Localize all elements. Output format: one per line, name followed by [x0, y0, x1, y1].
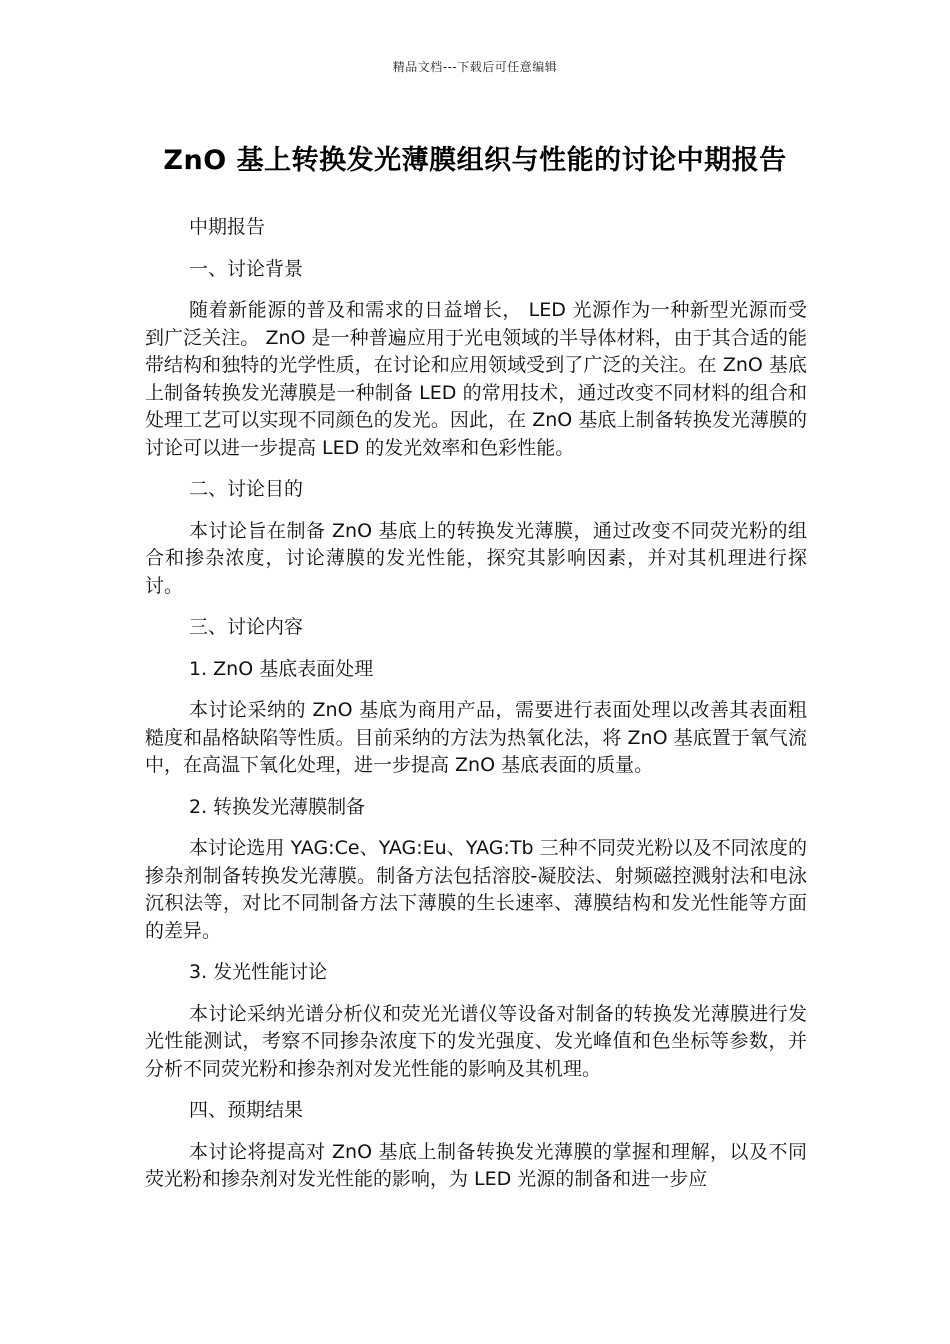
- subheading-film-preparation: 2. 转换发光薄膜制备: [189, 795, 366, 818]
- heading-content: 三、讨论内容: [189, 616, 304, 638]
- document-body: [145, 214, 807, 1208]
- subheading-surface-treatment: 1. ZnO 基底表面处理: [189, 657, 374, 680]
- heading-background: 一、讨论背景: [189, 257, 304, 280]
- document-title: ZnO 基上转换发光薄膜组织与性能的讨论中期报告: [163, 145, 787, 176]
- paragraph-expected-results: 本讨论将提高对 ZnO 基底上制备转换发光薄膜的掌握和理解，以及不同荧光粉和掺杂剂对发光性能的影响，为 LED 光源的制备和进一步应: [145, 1140, 807, 1190]
- section-label-report: 中期报告: [189, 216, 266, 238]
- header-note: 精品文档---下载后可任意编辑: [392, 60, 558, 74]
- subheading-luminescence: 3. 发光性能讨论: [189, 961, 328, 983]
- paragraph-background: 随着新能源的普及和需求的日益增长， LED 光源作为一种新型光源而受到广泛关注。 ZnO 是一种普遍应用于光电领域的半导体材料，由于其合适的能带结构和独特的光学性质，在讨论和应用领域受到了广泛的关注。在 ZnO 基底上制备转换发光薄膜是一种制备 LED 的常用技术，通过改变不同材料的组合和处理工艺可以实现不同颜色的发光。因此，在 ZnO 基底上制备转换发光薄膜的讨论可以进一步提高 LED 的发光效率和色彩性能。: [145, 299, 807, 459]
- paragraph-film-preparation: 本讨论选用 YAG:Ce、YAG:Eu、YAG:Tb 三种不同荧光粉以及不同浓度的掺杂剂制备转换发光薄膜。制备方法包括溶胶-凝胶法、射频磁控溅射法和电泳沉积法等，对比不同制备方法下薄膜的生长速率、薄膜结构和发光性能等方面的差异。: [145, 837, 807, 942]
- heading-expected-results: 四、预期结果: [189, 1099, 304, 1121]
- heading-purpose: 二、讨论目的: [189, 478, 304, 500]
- paragraph-luminescence: 本讨论采纳光谱分析仪和荧光光谱仪等设备对制备的转换发光薄膜进行发光性能测试，考察不同掺杂浓度下的发光强度、发光峰值和色坐标等参数，并分析不同荧光粉和掺杂剂对发光性能的影响及其机理。: [145, 1002, 807, 1080]
- paragraph-surface-treatment: 本讨论采纳的 ZnO 基底为商用产品，需要进行表面处理以改善其表面粗糙度和晶格缺陷等性质。目前采纳的方法为热氧化法，将 ZnO 基底置于氧气流中，在高温下氧化处理，进一步提高 ZnO 基底表面的质量。: [145, 699, 807, 776]
- paragraph-purpose: 本讨论旨在制备 ZnO 基底上的转换发光薄膜，通过改变不同荧光粉的组合和掺杂浓度，讨论薄膜的发光性能，探究其影响因素，并对其机理进行探讨。: [145, 519, 807, 597]
